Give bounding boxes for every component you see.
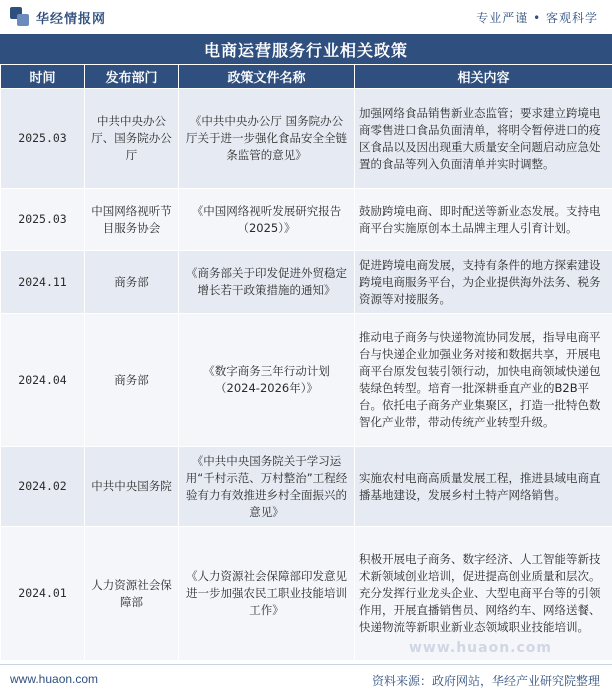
cell-time: 2025.03 (1, 89, 85, 189)
cell-content: 推动电子商务与快递物流协同发展，指导电商平台与快递企业加强业务对接和数据共享，开展电商平台原发包装引领行动，加快电商领域快递包装绿色转型。培育一批深耕垂直产业的B2B平台。依托电子商务产业集聚区，打造一批特色数智化产业带，带动传统产业转型升级。 (355, 314, 612, 447)
column-header-doc: 政策文件名称 (179, 65, 355, 89)
cell-content: 实施农村电商高质量发展工程，推进县域电商直播基地建设，发展乡村土特产网络销售。 (355, 447, 612, 527)
table-row (1, 89, 612, 189)
policy-table (0, 64, 612, 661)
watermark: www.huaon.com (408, 640, 552, 656)
cell-time: 2025.03 (1, 189, 85, 251)
footer-source: 资料来源：政府网站，华经产业研究院整理 (371, 674, 600, 688)
cell-time: 2024.11 (1, 251, 85, 314)
slogan: 专业严谨 • 客观科学 (476, 11, 598, 25)
column-header-content: 相关内容 (355, 65, 612, 89)
brand[interactable] (10, 7, 106, 27)
cell-content: 鼓励跨境电商、即时配送等新业态发展。支持电商平台实施原创本土品牌主理人引育计划。 (355, 189, 612, 251)
cell-doc: 《数字商务三年行动计划（2024-2026年）》 (179, 314, 355, 447)
table-header-row (1, 65, 612, 89)
table-row (1, 251, 612, 314)
cell-content: 积极开展电子商务、数字经济、人工智能等新技术新领域创业培训，促进提高创业质量和层次。充分发挥行业龙头企业、大型电商平台等的引领作用，开展直播销售员、网络约车、网络送餐、快递物流等新职业新业态领域职业技能培训。 (355, 527, 612, 661)
cell-dept: 人力资源社会保障部 (85, 527, 179, 661)
cell-time: 2024.01 (1, 527, 85, 661)
column-header-dept: 发布部门 (85, 65, 179, 89)
cell-dept: 商务部 (85, 251, 179, 314)
table-row (1, 447, 612, 527)
top-bar (0, 0, 612, 34)
brand-name: 华经情报网 (36, 11, 107, 27)
cell-doc: 《商务部关于印发促进外贸稳定增长若干政策措施的通知》 (179, 251, 355, 314)
table-row (1, 314, 612, 447)
footer-url-link[interactable]: www.huaon.com (10, 672, 99, 686)
footer-divider (0, 664, 612, 665)
table-title: 电商运营服务行业相关政策 (0, 34, 612, 64)
footer (0, 664, 612, 695)
cell-doc: 《中共中央办公厅 国务院办公厅关于进一步强化食品安全全链条监管的意见》 (179, 89, 355, 189)
cell-dept: 中共中央办公厅、国务院办公厅 (85, 89, 179, 189)
cell-dept: 中共中央国务院 (85, 447, 179, 527)
cell-content: 加强网络食品销售新业态监管；要求建立跨境电商零售进口食品负面清单，将明令暂停进口的疫区食品以及因出现重大质量安全问题启动应急处置的食品等列入负面清单并实时调整。 (355, 89, 612, 189)
cell-doc: 《中共中央国务院关于学习运用“千村示范、万村整治”工程经验有力有效推进乡村全面振兴的意见》 (179, 447, 355, 527)
column-header-time: 时间 (1, 65, 85, 89)
cell-dept: 中国网络视听节目服务协会 (85, 189, 179, 251)
cell-content: 促进跨境电商发展，支持有条件的地方探索建设跨境电商服务平台，为企业提供海外法务、税务资源等对接服务。 (355, 251, 612, 314)
cell-time: 2024.02 (1, 447, 85, 527)
table-row (1, 189, 612, 251)
huajing-logo-icon (10, 7, 30, 27)
cell-dept: 商务部 (85, 314, 179, 447)
cell-time: 2024.04 (1, 314, 85, 447)
cell-doc: 《中国网络视听发展研究报告（2025）》 (179, 189, 355, 251)
cell-doc: 《人力资源社会保障部印发意见进一步加强农民工职业技能培训工作》 (179, 527, 355, 661)
